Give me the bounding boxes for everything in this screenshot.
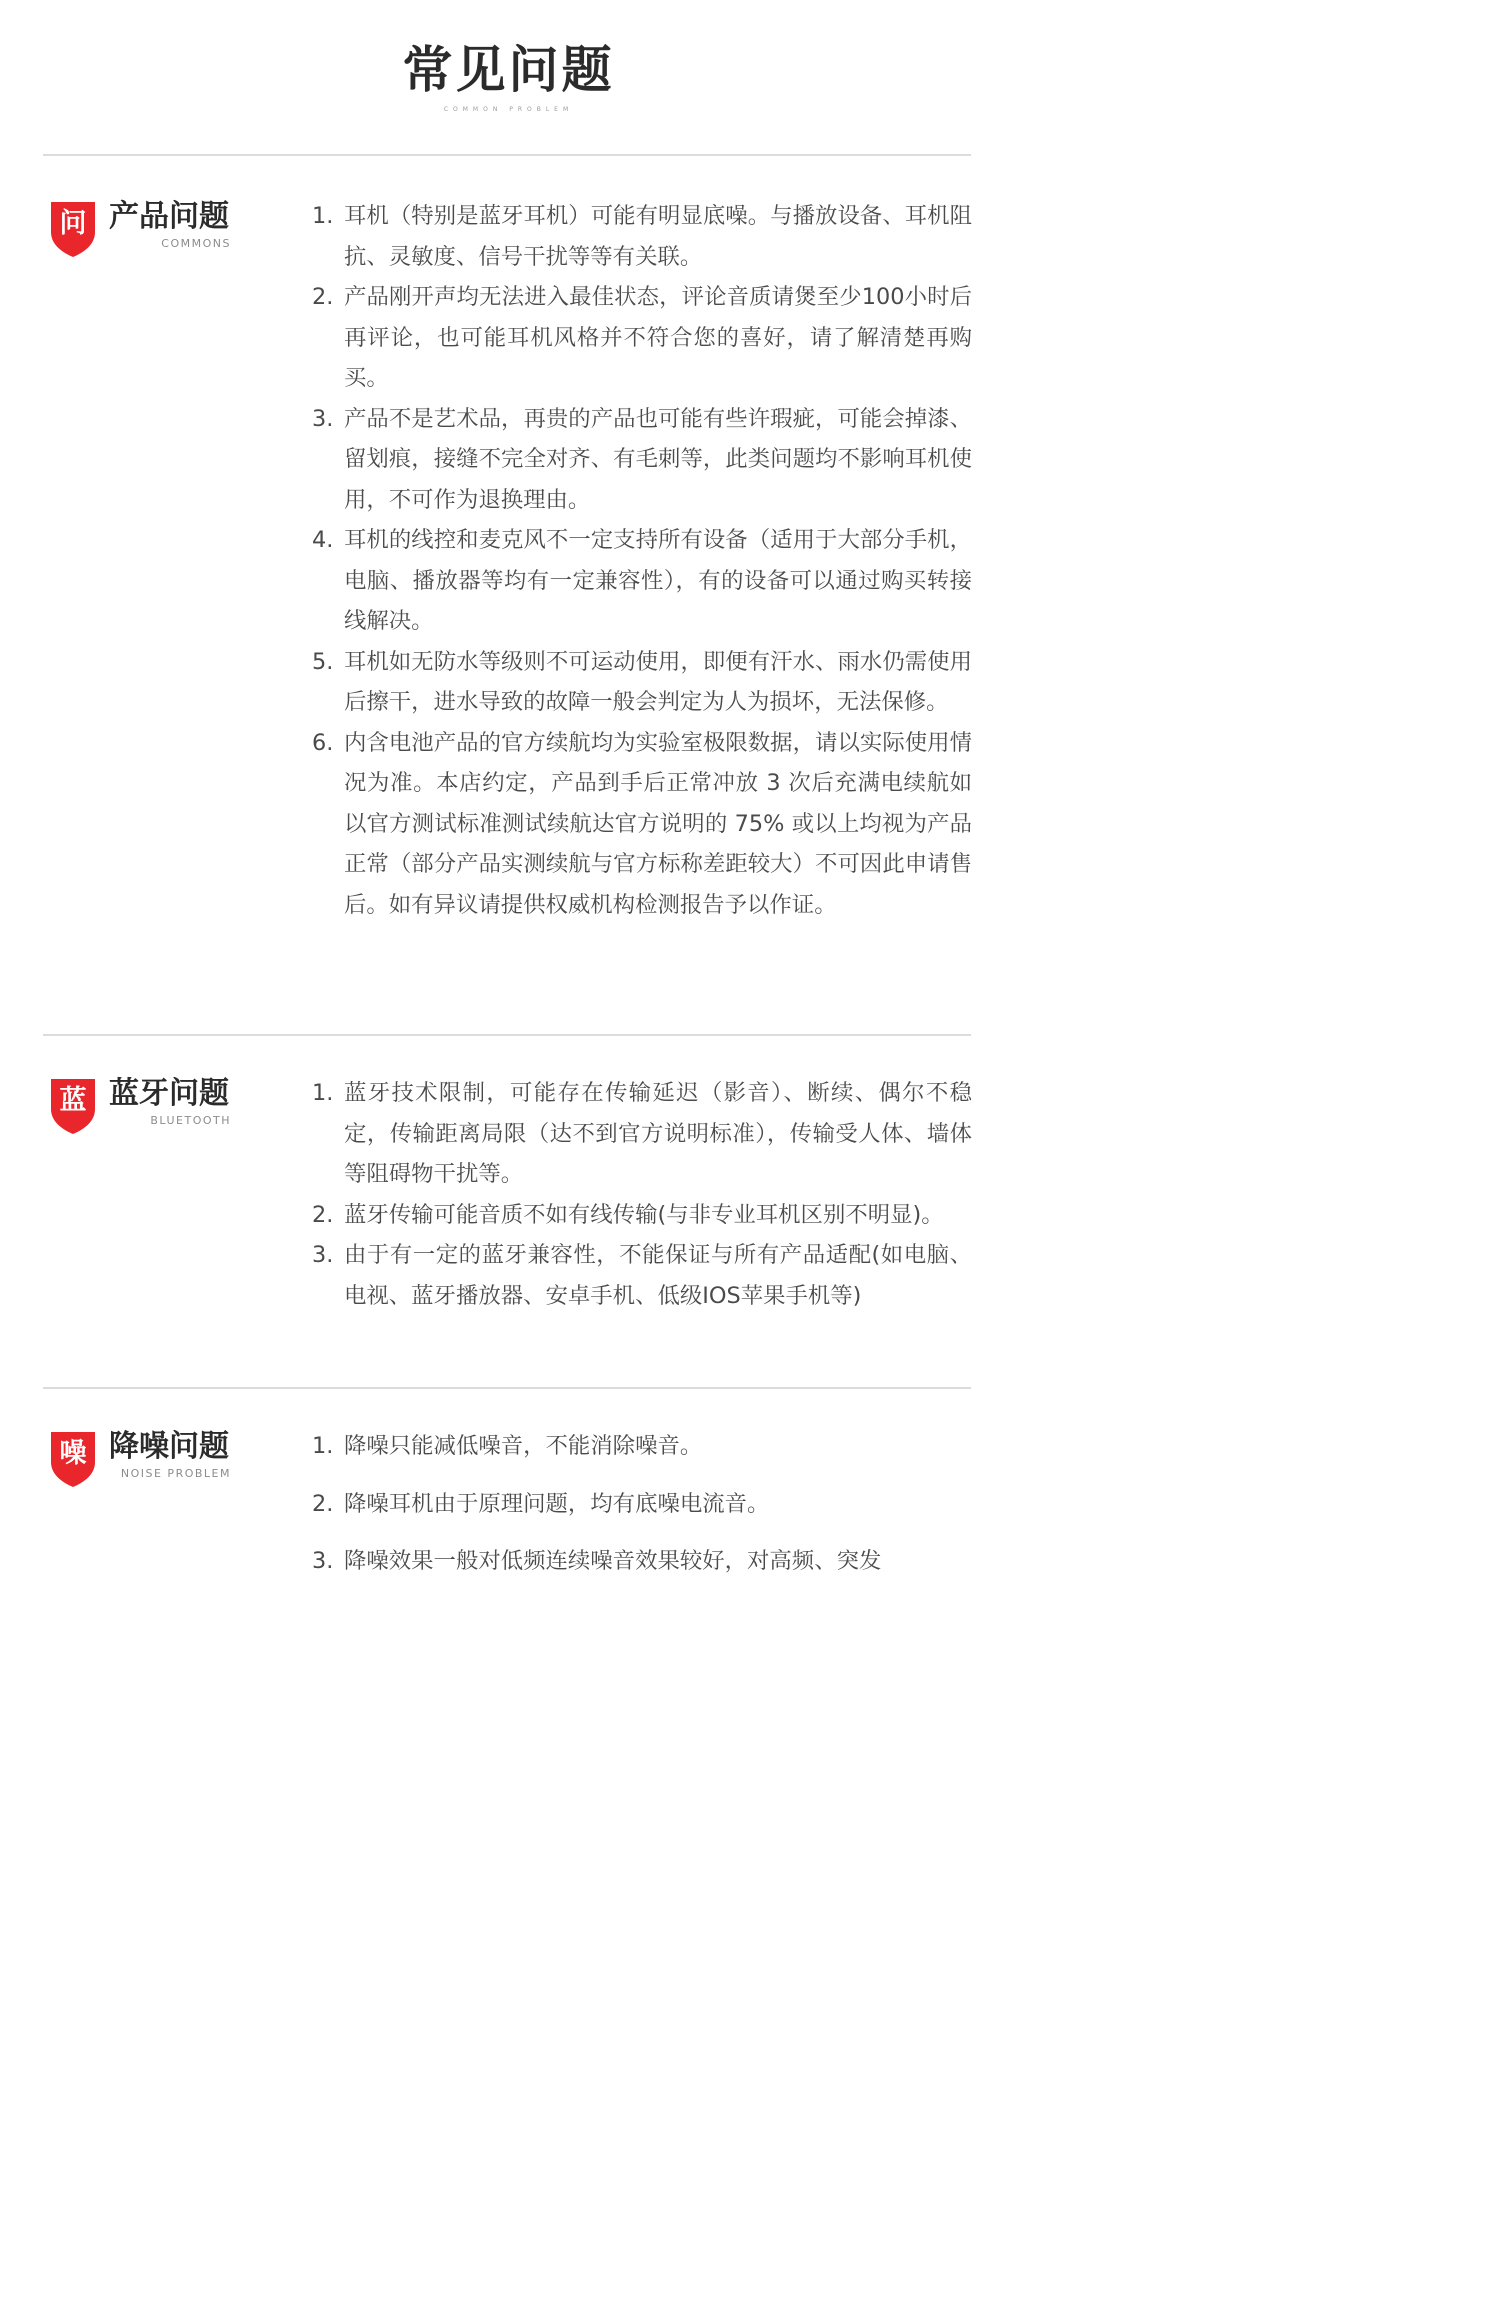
item-number: 4. — [312, 527, 334, 553]
divider — [43, 1034, 971, 1036]
item-text: 耳机（特别是蓝牙耳机）可能有明显底噪。与播放设备、耳机阻抗、灵敏度、信号干扰等等有关联。 — [344, 203, 972, 270]
item-text: 降噪只能减低噪音，不能消除噪音。 — [344, 1433, 703, 1459]
list-item — [312, 1195, 972, 1236]
list-item — [312, 642, 972, 723]
item-text: 蓝牙传输可能音质不如有线传输(与非专业耳机区别不明显)。 — [344, 1201, 944, 1228]
question-list — [312, 1426, 972, 1599]
section-subtitle: NOISE PROBLEM — [120, 1467, 231, 1480]
item-number: 1. — [312, 1080, 334, 1106]
divider — [43, 1387, 971, 1389]
shield-badge-icon — [47, 1077, 99, 1135]
page-header — [0, 0, 1017, 114]
item-number: 3. — [312, 1548, 334, 1574]
item-text: 产品刚开声均无法进入最佳状态，评论音质请煲至少100小时后再评论，也可能耳机风格并不符合您的喜好，请了解清楚再购买。 — [344, 284, 972, 391]
section-header — [47, 1077, 247, 1137]
question-list — [312, 196, 972, 925]
page-subtitle: COMMON PROBLEM — [443, 106, 574, 113]
badge-char: 蓝 — [59, 1085, 87, 1116]
page-title: 常见问题 — [402, 41, 615, 99]
item-number: 3. — [312, 1242, 334, 1268]
list-item — [312, 1426, 972, 1467]
item-number: 2. — [312, 1490, 334, 1517]
section-title: 蓝牙问题 — [109, 1076, 229, 1111]
item-number: 1. — [312, 203, 334, 229]
item-text: 降噪耳机由于原理问题，均有底噪电流音。 — [344, 1490, 770, 1517]
item-text: 蓝牙技术限制，可能存在传输延迟（影音）、断续、偶尔不稳定，传输距离局限（达不到官方说明标准），传输受人体、墙体等阻碍物干扰等。 — [344, 1080, 972, 1187]
divider — [43, 154, 971, 156]
list-item — [312, 1235, 972, 1316]
item-number: 2. — [312, 1201, 334, 1228]
section-header — [47, 200, 247, 260]
section-title: 产品问题 — [109, 199, 229, 234]
list-item — [312, 520, 972, 642]
item-text: 降噪效果一般对低频连续噪音效果较好，对高频、突发 — [344, 1548, 882, 1574]
item-text: 耳机的线控和麦克风不一定支持所有设备（适用于大部分手机，电脑、播放器等均有一定兼容性），有的设备可以通过购买转接线解决。 — [344, 527, 972, 634]
list-item — [312, 277, 972, 399]
section-subtitle: COMMONS — [161, 237, 231, 250]
item-number: 6. — [312, 729, 334, 756]
item-text: 内含电池产品的官方续航均为实验室极限数据，请以实际使用情况为准。本店约定，产品到手后正常冲放 3 次后充满电续航如以官方测试标准测试续航达官方说明的 75% 或以上均视为产品正常（部分产品实测续航与官方标称差距较大）不可因此申请售后。如有异议请提供权威机构检测报告予以作证。 — [344, 729, 972, 918]
list-item — [312, 723, 972, 926]
section-title: 降噪问题 — [109, 1429, 229, 1464]
list-item — [312, 1541, 972, 1582]
item-number: 5. — [312, 648, 334, 675]
shield-badge-icon — [47, 200, 99, 258]
section-subtitle: BLUETOOTH — [150, 1114, 231, 1127]
item-number: 3. — [312, 405, 334, 432]
badge-char: 噪 — [59, 1438, 87, 1469]
list-item — [312, 196, 972, 277]
badge-char: 问 — [59, 208, 87, 239]
item-number: 2. — [312, 284, 334, 310]
item-number: 1. — [312, 1433, 334, 1459]
question-list — [312, 1073, 972, 1316]
list-item — [312, 1073, 972, 1195]
list-item — [312, 1484, 972, 1525]
section-header — [47, 1430, 247, 1490]
item-text: 由于有一定的蓝牙兼容性，不能保证与所有产品适配(如电脑、电视、蓝牙播放器、安卓手机、低级IOS苹果手机等) — [344, 1242, 972, 1309]
shield-badge-icon — [47, 1430, 99, 1488]
list-item — [312, 399, 972, 521]
item-text: 耳机如无防水等级则不可运动使用，即便有汗水、雨水仍需使用后擦干，进水导致的故障一般会判定为人为损坏，无法保修。 — [344, 648, 972, 715]
item-text: 产品不是艺术品，再贵的产品也可能有些许瑕疵，可能会掉漆、留划痕，接缝不完全对齐、有毛刺等，此类问题均不影响耳机使用，不可作为退换理由。 — [344, 405, 972, 513]
